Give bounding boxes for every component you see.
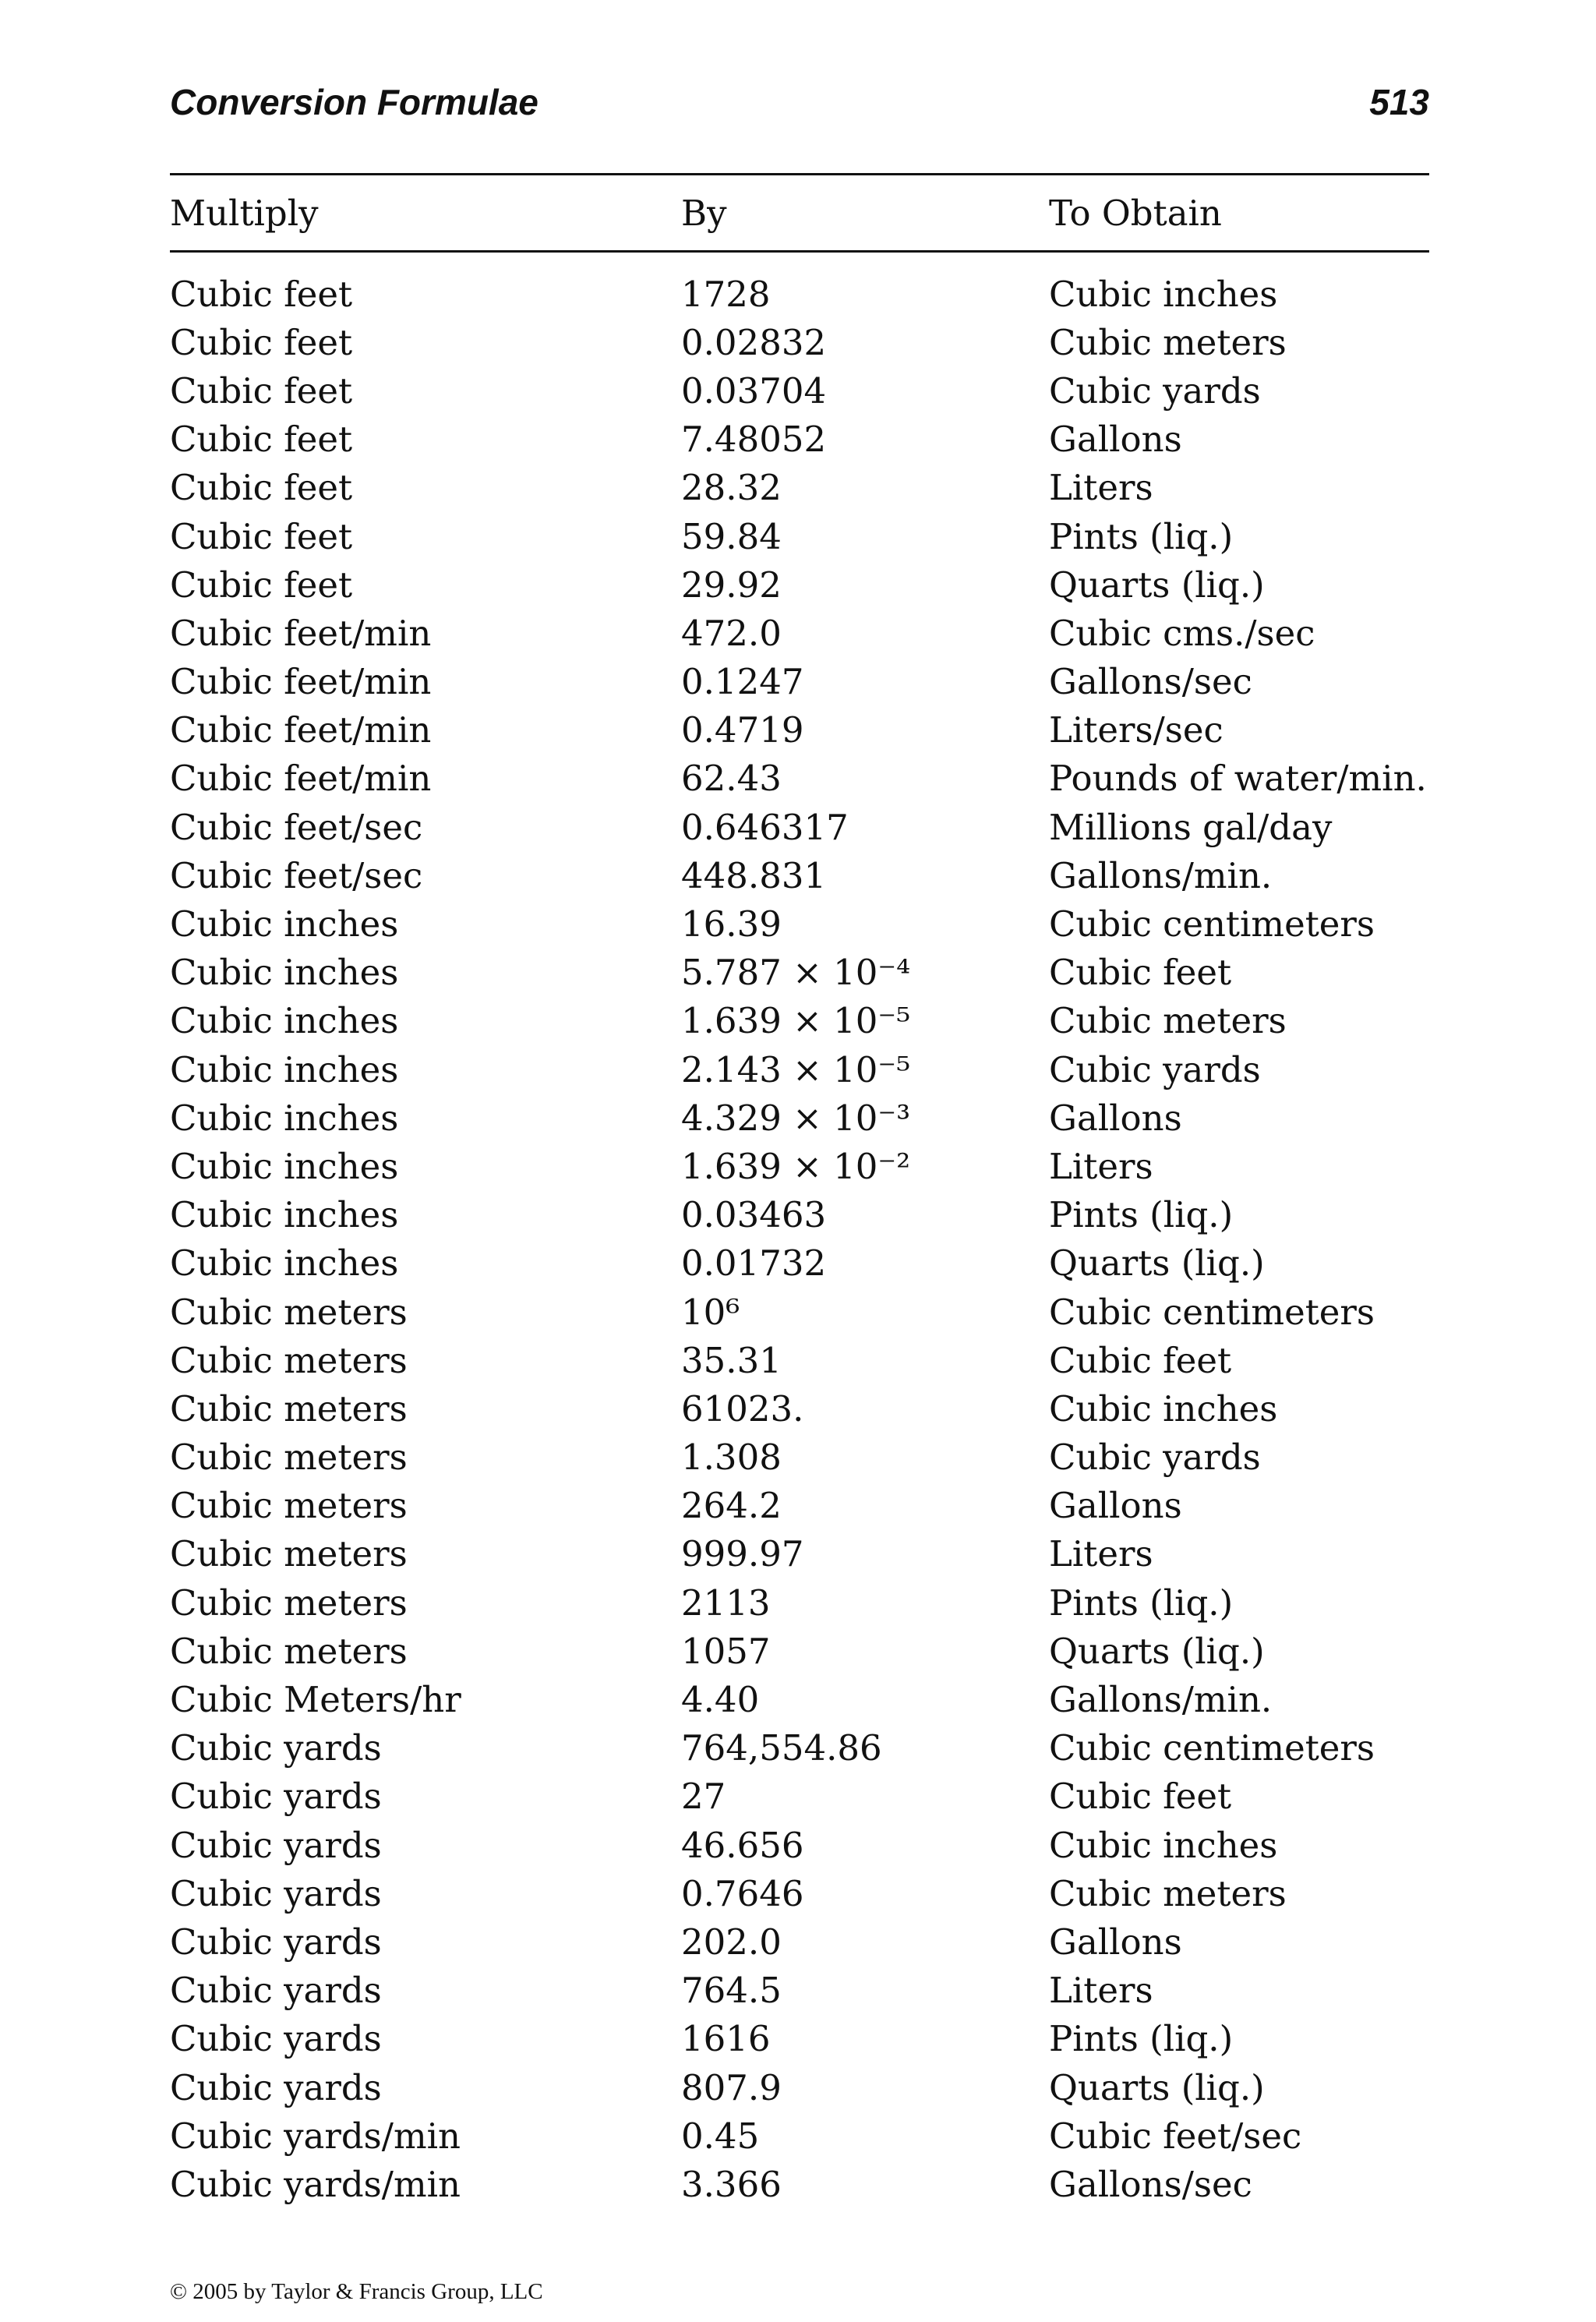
cell-multiply: Cubic yards — [170, 1727, 382, 1769]
cell-to-obtain: Gallons — [1049, 1097, 1182, 1139]
running-title: Conversion Formulae — [170, 82, 538, 122]
cell-to-obtain: Cubic yards — [1049, 1048, 1261, 1090]
table-row — [170, 706, 1429, 755]
cell-by: 27 — [681, 1776, 726, 1818]
cell-by: 0.4719 — [681, 709, 804, 751]
table-row — [170, 803, 1429, 851]
table-row — [170, 1045, 1429, 1094]
cell-by: 0.7646 — [681, 1872, 804, 1914]
cell-multiply: Cubic feet — [170, 369, 353, 412]
cell-to-obtain: Cubic centimeters — [1049, 1291, 1375, 1333]
cell-by: 3.366 — [681, 2163, 782, 2205]
cell-to-obtain: Pounds of water/min. — [1049, 758, 1427, 800]
table-row — [170, 560, 1429, 609]
cell-multiply: Cubic meters — [170, 1291, 408, 1333]
cell-by: 764.5 — [681, 1970, 782, 2012]
cell-to-obtain: Quarts (liq.) — [1049, 1630, 1265, 1672]
cell-multiply: Cubic meters — [170, 1485, 408, 1527]
cell-to-obtain: Cubic feet/sec — [1049, 2115, 1302, 2157]
cell-multiply: Cubic feet/min — [170, 661, 432, 703]
cell-to-obtain: Quarts (liq.) — [1049, 1242, 1265, 1285]
cell-by: 807.9 — [681, 2066, 782, 2108]
cell-multiply: Cubic inches — [170, 1000, 399, 1042]
table-row — [170, 1288, 1429, 1336]
cell-to-obtain: Cubic inches — [1049, 1824, 1278, 1866]
cell-by: 1.639 × 10⁻⁵ — [681, 1000, 911, 1042]
table-row — [170, 1724, 1429, 1772]
cell-multiply: Cubic yards — [170, 1776, 382, 1818]
cell-to-obtain: Gallons/min. — [1049, 1679, 1273, 1721]
cell-by: 2113 — [681, 1582, 771, 1624]
cell-multiply: Cubic inches — [170, 1145, 399, 1187]
cell-multiply: Cubic feet/min — [170, 612, 432, 654]
table-row — [170, 1433, 1429, 1482]
cell-by: 202.0 — [681, 1921, 782, 1963]
cell-to-obtain: Cubic feet — [1049, 1339, 1232, 1381]
table-row — [170, 415, 1429, 464]
cell-to-obtain: Cubic cms./sec — [1049, 612, 1315, 654]
cell-by: 264.2 — [681, 1485, 782, 1527]
table-row — [170, 1967, 1429, 2015]
cell-multiply: Cubic yards — [170, 1970, 382, 2012]
cell-to-obtain: Pints (liq.) — [1049, 2018, 1234, 2060]
cell-to-obtain: Cubic inches — [1049, 273, 1278, 315]
table-row — [170, 512, 1429, 560]
cell-multiply: Cubic inches — [170, 1194, 399, 1236]
table-row — [170, 1821, 1429, 1869]
table-row — [170, 1772, 1429, 1821]
cell-by: 0.03704 — [681, 369, 827, 412]
table-row — [170, 1627, 1429, 1675]
cell-by: 4.329 × 10⁻³ — [681, 1097, 911, 1139]
cell-multiply: Cubic meters — [170, 1437, 408, 1479]
cell-multiply: Cubic yards — [170, 1872, 382, 1914]
cell-by: 472.0 — [681, 612, 782, 654]
cell-by: 1.308 — [681, 1437, 782, 1479]
table-row — [170, 609, 1429, 657]
cell-multiply: Cubic yards/min — [170, 2115, 461, 2157]
table-row — [170, 2063, 1429, 2112]
table-row — [170, 1336, 1429, 1384]
cell-by: 59.84 — [681, 515, 782, 557]
cell-multiply: Cubic feet/min — [170, 709, 432, 751]
table-row — [170, 1869, 1429, 1917]
cell-to-obtain: Gallons/sec — [1049, 661, 1252, 703]
cell-by: 1616 — [681, 2018, 771, 2060]
table-row — [170, 1917, 1429, 1966]
cell-by: 10⁶ — [681, 1291, 740, 1333]
cell-by: 0.01732 — [681, 1242, 827, 1285]
cell-to-obtain: Liters — [1049, 1533, 1153, 1575]
cell-by: 29.92 — [681, 564, 782, 606]
cell-to-obtain: Quarts (liq.) — [1049, 2066, 1265, 2108]
cell-to-obtain: Millions gal/day — [1049, 806, 1333, 848]
cell-multiply: Cubic meters — [170, 1582, 408, 1624]
cell-to-obtain: Cubic inches — [1049, 1387, 1278, 1430]
table-row — [170, 2015, 1429, 2063]
table-row — [170, 2112, 1429, 2160]
column-header-to-obtain: To Obtain — [1049, 192, 1222, 234]
cell-multiply: Cubic inches — [170, 903, 399, 945]
cell-to-obtain: Gallons — [1049, 419, 1182, 461]
table-row — [170, 318, 1429, 366]
cell-to-obtain: Cubic meters — [1049, 1872, 1287, 1914]
cell-to-obtain: Liters/sec — [1049, 709, 1223, 751]
cell-multiply: Cubic yards — [170, 1824, 382, 1866]
cell-multiply: Cubic meters — [170, 1387, 408, 1430]
cell-to-obtain: Cubic centimeters — [1049, 903, 1375, 945]
table-row — [170, 1482, 1429, 1530]
copyright-notice: © 2005 by Taylor & Francis Group, LLC — [170, 2279, 543, 2304]
cell-to-obtain: Cubic yards — [1049, 1437, 1261, 1479]
table-row — [170, 997, 1429, 1045]
cell-to-obtain: Pints (liq.) — [1049, 515, 1234, 557]
table-row — [170, 270, 1429, 318]
cell-by: 46.656 — [681, 1824, 804, 1866]
table-row — [170, 1530, 1429, 1578]
cell-multiply: Cubic feet — [170, 515, 353, 557]
cell-to-obtain: Gallons/sec — [1049, 2163, 1252, 2205]
cell-multiply: Cubic feet — [170, 321, 353, 363]
cell-by: 0.1247 — [681, 661, 804, 703]
cell-multiply: Cubic feet — [170, 273, 353, 315]
cell-to-obtain: Gallons/min. — [1049, 854, 1273, 896]
cell-to-obtain: Liters — [1049, 467, 1153, 509]
cell-to-obtain: Cubic meters — [1049, 1000, 1287, 1042]
cell-by: 5.787 × 10⁻⁴ — [681, 952, 911, 994]
table-row — [170, 1191, 1429, 1239]
cell-by: 1.639 × 10⁻² — [681, 1145, 911, 1187]
cell-by: 0.02832 — [681, 321, 827, 363]
cell-multiply: Cubic Meters/hr — [170, 1679, 461, 1721]
table-row — [170, 464, 1429, 512]
cell-by: 4.40 — [681, 1679, 760, 1721]
table-row — [170, 949, 1429, 997]
table-row — [170, 1239, 1429, 1288]
cell-multiply: Cubic inches — [170, 952, 399, 994]
cell-to-obtain: Gallons — [1049, 1921, 1182, 1963]
table-row — [170, 1384, 1429, 1433]
table-row — [170, 1094, 1429, 1142]
cell-multiply: Cubic meters — [170, 1339, 408, 1381]
cell-to-obtain: Cubic meters — [1049, 321, 1287, 363]
table-header-row — [170, 175, 1429, 250]
cell-multiply: Cubic feet — [170, 467, 353, 509]
cell-to-obtain: Pints (liq.) — [1049, 1582, 1234, 1624]
table-row — [170, 851, 1429, 899]
cell-to-obtain: Liters — [1049, 1145, 1153, 1187]
cell-to-obtain: Gallons — [1049, 1485, 1182, 1527]
cell-multiply: Cubic inches — [170, 1048, 399, 1090]
cell-multiply: Cubic yards — [170, 2066, 382, 2108]
table-row — [170, 2160, 1429, 2208]
cell-by: 7.48052 — [681, 419, 827, 461]
cell-to-obtain: Cubic feet — [1049, 952, 1232, 994]
cell-by: 1728 — [681, 273, 771, 315]
conversion-table — [170, 173, 1429, 2209]
cell-by: 28.32 — [681, 467, 782, 509]
cell-multiply: Cubic feet/sec — [170, 854, 423, 896]
cell-by: 0.45 — [681, 2115, 760, 2157]
cell-to-obtain: Quarts (liq.) — [1049, 564, 1265, 606]
cell-by: 999.97 — [681, 1533, 804, 1575]
table-row — [170, 1142, 1429, 1190]
table-row — [170, 658, 1429, 706]
table-row — [170, 755, 1429, 803]
cell-by: 2.143 × 10⁻⁵ — [681, 1048, 911, 1090]
cell-to-obtain: Cubic feet — [1049, 1776, 1232, 1818]
cell-by: 35.31 — [681, 1339, 782, 1381]
cell-multiply: Cubic feet/sec — [170, 806, 423, 848]
cell-by: 0.646317 — [681, 806, 849, 848]
cell-multiply: Cubic meters — [170, 1533, 408, 1575]
cell-by: 0.03463 — [681, 1194, 827, 1236]
table-row — [170, 899, 1429, 948]
cell-multiply: Cubic meters — [170, 1630, 408, 1672]
cell-multiply: Cubic yards — [170, 2018, 382, 2060]
cell-by: 448.831 — [681, 854, 827, 896]
cell-by: 1057 — [681, 1630, 771, 1672]
cell-by: 16.39 — [681, 903, 782, 945]
table-row — [170, 366, 1429, 415]
table-body — [170, 253, 1429, 2209]
table-row — [170, 1578, 1429, 1627]
cell-to-obtain: Liters — [1049, 1970, 1153, 2012]
cell-by: 764,554.86 — [681, 1727, 882, 1769]
page-number: 513 — [1369, 82, 1429, 122]
column-header-multiply: Multiply — [170, 192, 319, 234]
cell-multiply: Cubic yards — [170, 1921, 382, 1963]
cell-to-obtain: Cubic yards — [1049, 369, 1261, 412]
cell-to-obtain: Cubic centimeters — [1049, 1727, 1375, 1769]
cell-multiply: Cubic yards/min — [170, 2163, 461, 2205]
cell-to-obtain: Pints (liq.) — [1049, 1194, 1234, 1236]
cell-multiply: Cubic feet — [170, 564, 353, 606]
cell-multiply: Cubic feet/min — [170, 758, 432, 800]
cell-by: 61023. — [681, 1387, 804, 1430]
column-header-by: By — [681, 192, 727, 234]
cell-by: 62.43 — [681, 758, 782, 800]
cell-multiply: Cubic feet — [170, 419, 353, 461]
table-row — [170, 1675, 1429, 1723]
running-header — [170, 75, 1429, 129]
cell-multiply: Cubic inches — [170, 1242, 399, 1285]
cell-multiply: Cubic inches — [170, 1097, 399, 1139]
